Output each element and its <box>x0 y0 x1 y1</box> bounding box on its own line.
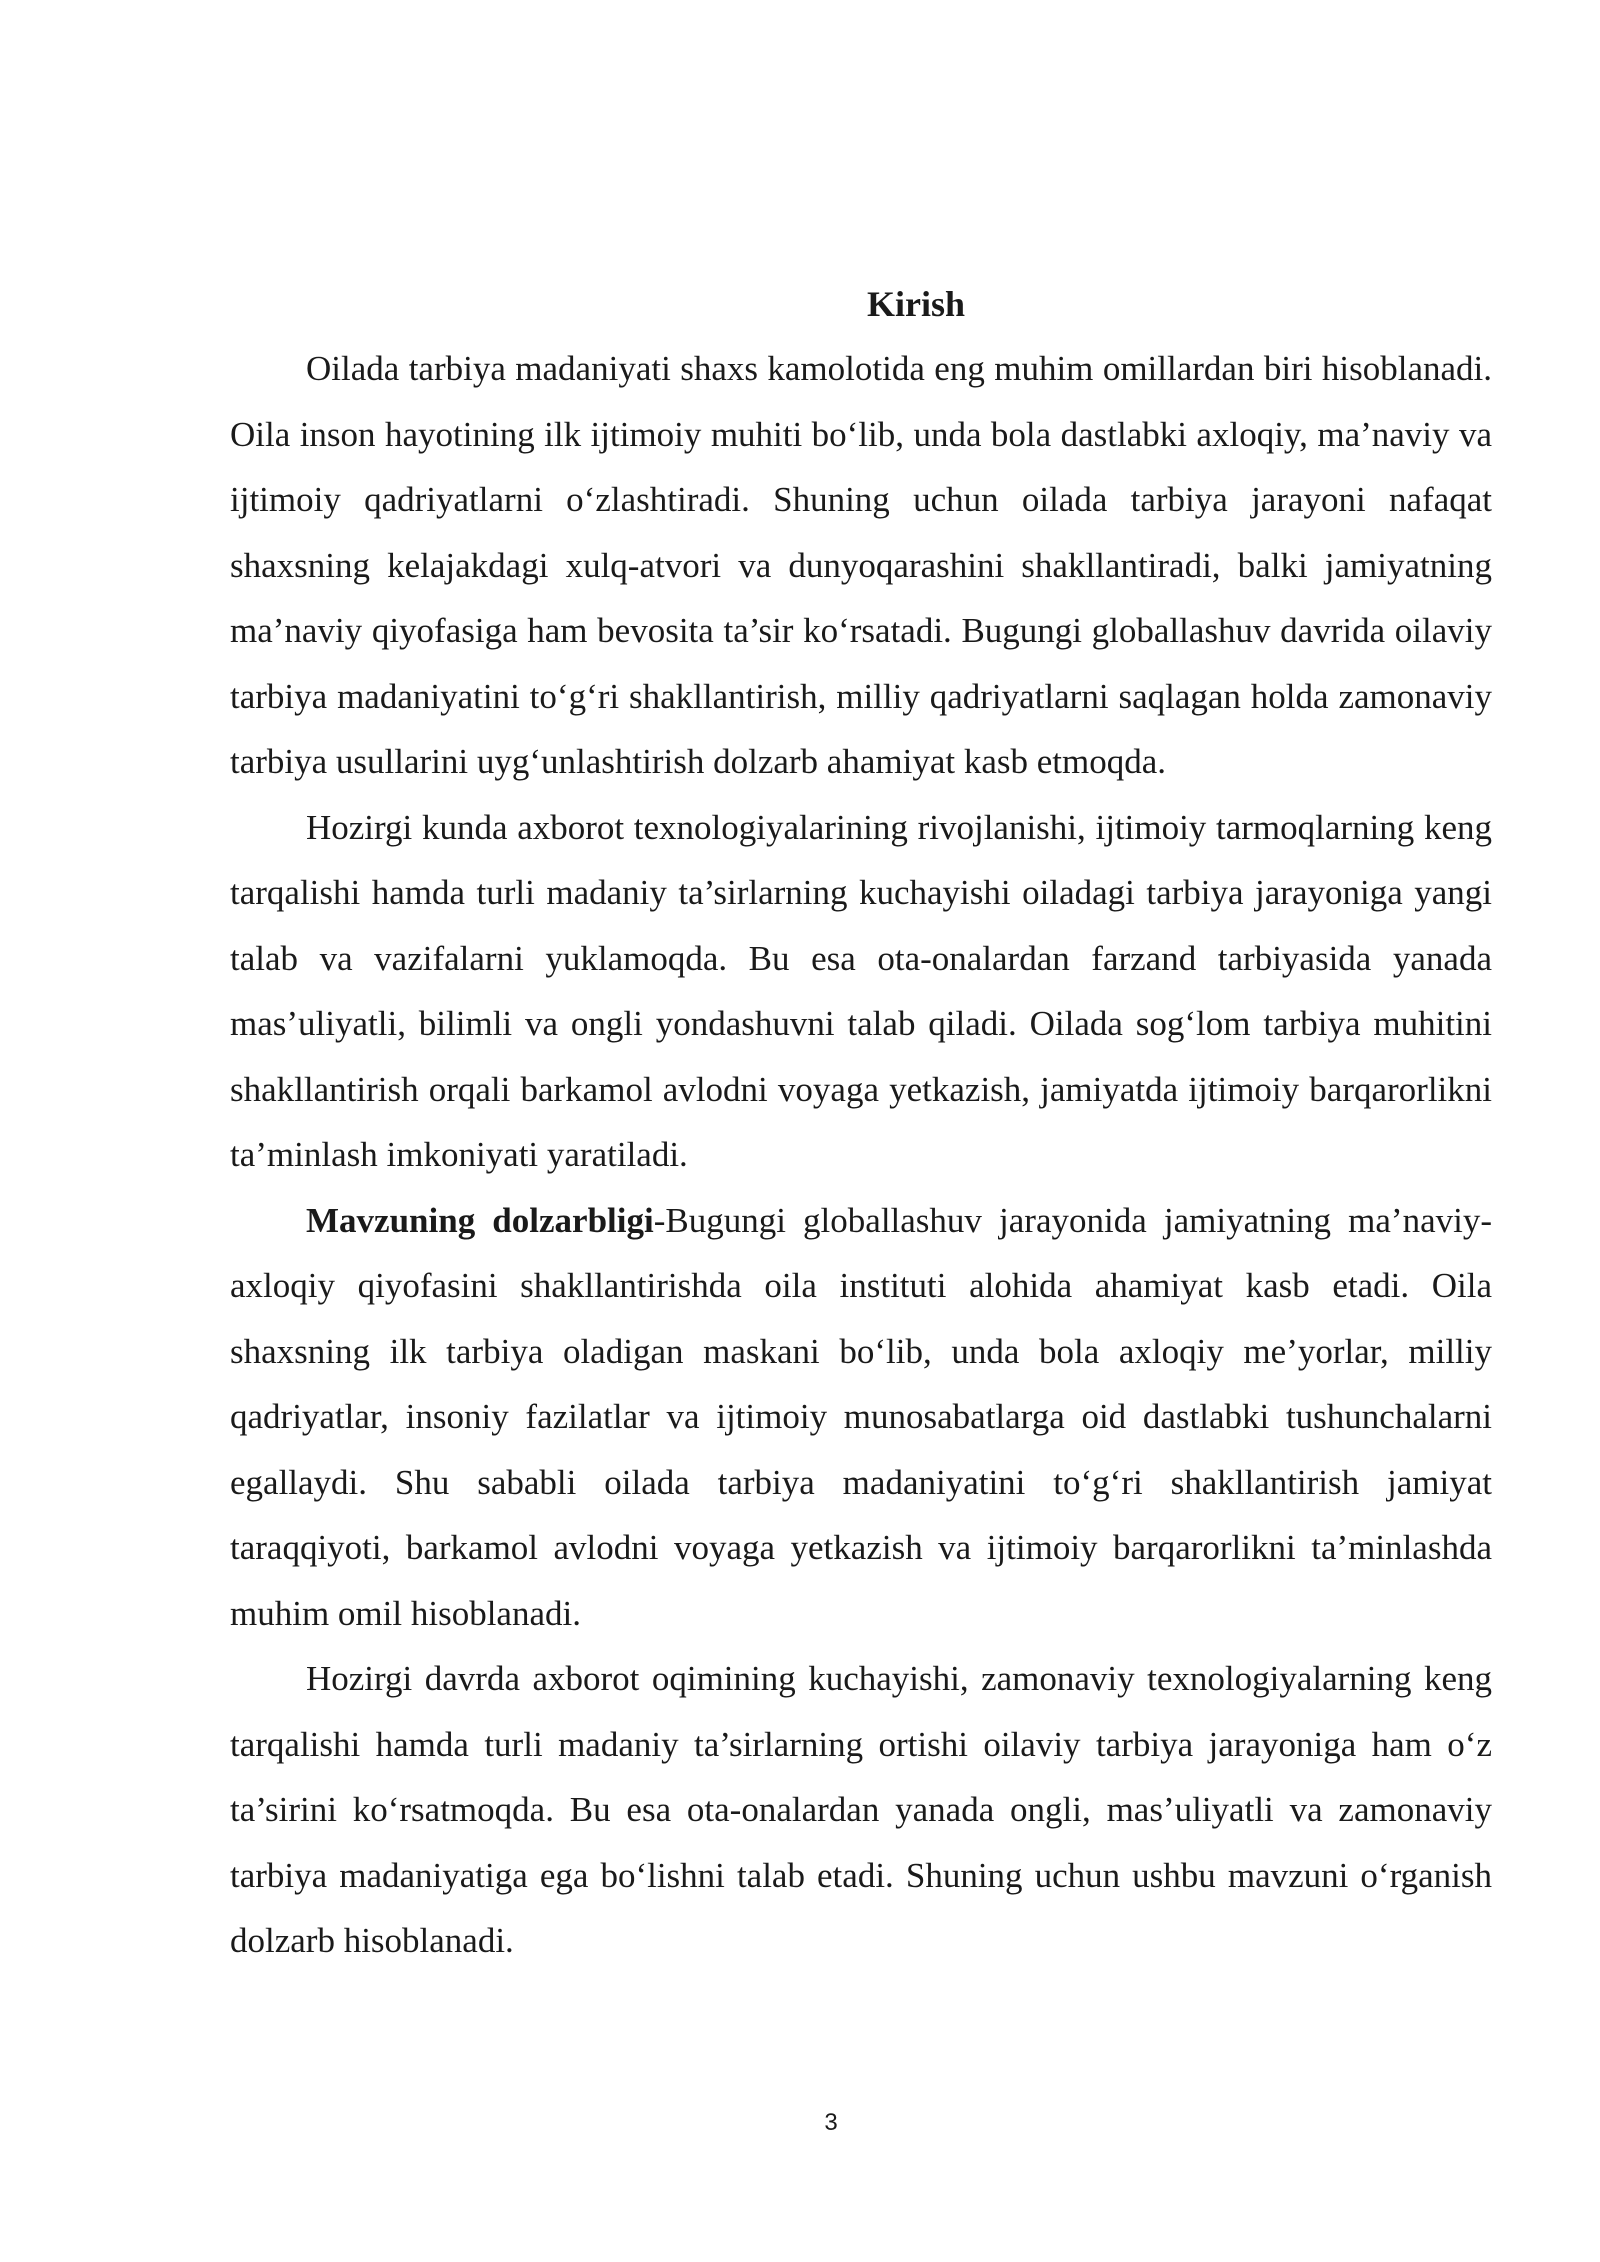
paragraph-1 <box>230 336 1492 795</box>
paragraph-3 <box>230 1188 1492 1647</box>
paragraph-4-text: Hozirgi davrda axborot oqimining kuchayishi, zamonaviy texnologiyalarning keng tarqalishi hamda turli madaniy ta’sirlarning ortishi oilaviy tarbiya jarayoniga ham o‘z ta’sirini ko‘rsatmoqda. Bu esa ota-onalardan yanada ongli, mas’uliyatli va zamonaviy tarbiya madaniyatiga ega bo‘lishni talab etadi. Shuning uchun ushbu mavzuni o‘rganish dolzarb hisoblanadi. <box>230 1659 1492 1960</box>
section-heading: Kirish <box>866 284 965 324</box>
paragraph-4 <box>230 1646 1492 1974</box>
page-content <box>230 280 1492 1974</box>
page-number: 3 <box>824 2109 838 2136</box>
paragraph-3-text: -Bugungi globallashuv jarayonida jamiyatning ma’naviy-axloqiy qiyofasini shakllantirishda oila instituti alohida ahamiyat kasb etadi. Oila shaxsning ilk tarbiya oladigan maskani bo‘lib, unda bola axloqiy me’yorlar, milliy qadriyatlar, insoniy fazilatlar va ijtimoiy munosabatlarga oid dastlabki tushunchalarni egallaydi. Shu sababli oilada tarbiya madaniyatini to‘g‘ri shakllantirish jamiyat taraqqiyoti, barkamol avlodni voyaga yetkazish va ijtimoiy barqarorlikni ta’minlashda muhim omil hisoblanadi. <box>230 1200 1493 1633</box>
paragraph-1-text: Oilada tarbiya madaniyati shaxs kamolotida eng muhim omillardan biri hisoblanadi. Oila inson hayotining ilk ijtimoiy muhiti bo‘lib, unda bola dastlabki axloqiy, ma’naviy va ijtimoiy qadriyatlarni o‘zlashtiradi. Shuning uchun oilada tarbiya jarayoni nafaqat shaxsning kelajakdagi xulq-atvori va dunyoqarashini shakllantiradi, balki jamiyatning ma’naviy qiyofasiga ham bevosita ta’sir ko‘rsatadi. Bugungi globallashuv davrida oilaviy tarbiya madaniyatini to‘g‘ri shakllantirish, milliy qadriyatlarni saqlagan holda zamonaviy tarbiya usullarini uyg‘unlashtirish dolzarb ahamiyat kasb etmoqda. <box>230 349 1492 781</box>
paragraph-3-lead: Mavzuning dolzarbligi <box>306 1200 654 1240</box>
paragraph-2-text: Hozirgi kunda axborot texnologiyalarining rivojlanishi, ijtimoiy tarmoqlarning keng tarqalishi hamda turli madaniy ta’sirlarning kuchayishi oiladagi tarbiya jarayoniga yangi talab va vazifalarni yuklamoqda. Bu esa ota-onalardan farzand tarbiyasida yanada mas’uliyatli, bilimli va ongli yondashuvni talab qiladi. Oilada sog‘lom tarbiya muhitini shakllantirish orqali barkamol avlodni voyaga yetkazish, jamiyatda ijtimoiy barqarorlikni ta’minlash imkoniyati yaratiladi. <box>230 807 1492 1174</box>
paragraph-2 <box>230 795 1492 1188</box>
